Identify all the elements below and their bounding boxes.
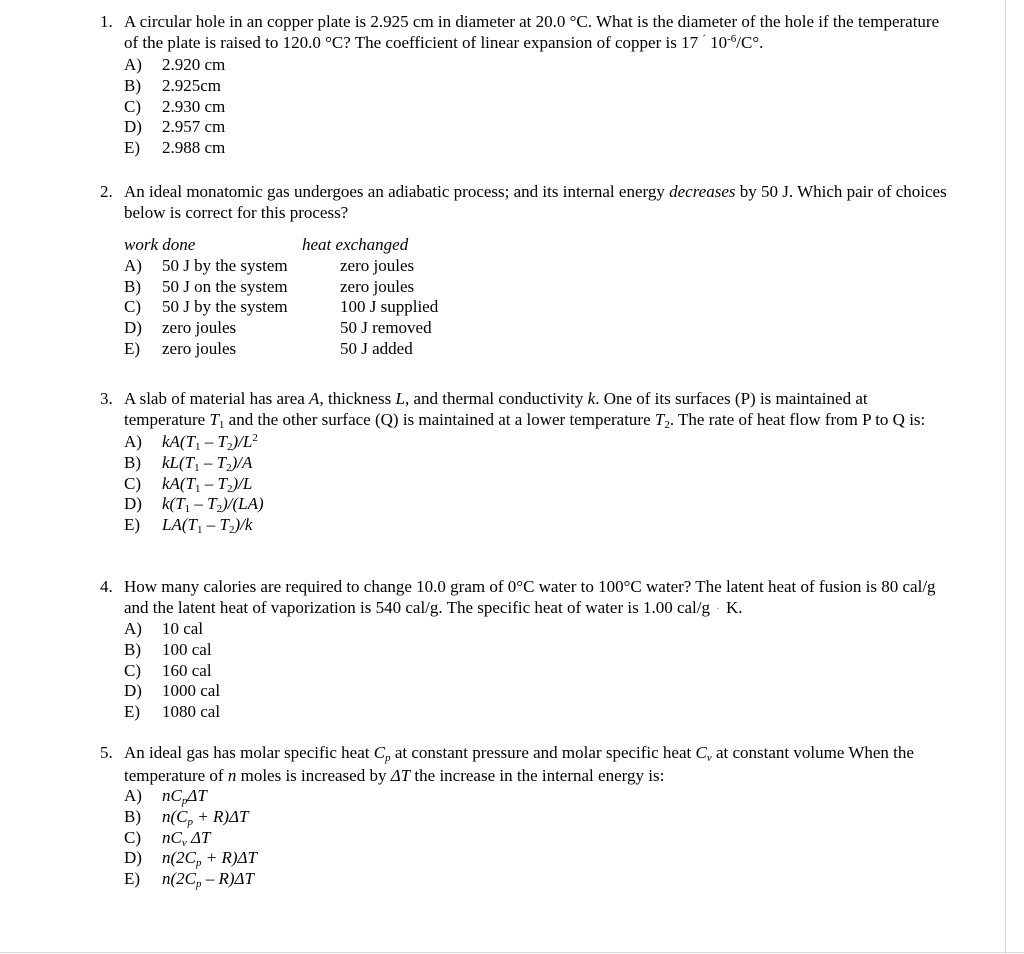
question-text: An ideal gas has molar specific heat Cp at constant pressure and molar specific heat Cv at constant volume When the temperature of n moles is increased by ΔT the increase in the internal energy is: [124, 743, 914, 785]
answer-option: C) kA(T1 – T2)/L [124, 473, 253, 495]
answer-option: E) zero joules 50 J added [124, 338, 413, 358]
answer-option: C) nCv ΔT [124, 827, 211, 849]
answer-option: D) 2.957 cm [124, 117, 226, 137]
answer-option: B) n(Cp + R)ΔT [124, 807, 249, 829]
answer-option: E) LA(T1 – T2)/k [124, 515, 253, 537]
answer-option: A) 2.920 cm [124, 55, 226, 75]
answer-option: E) 1080 cal [124, 702, 221, 722]
question-text: An ideal monatomic gas undergoes an adiabatic process; and its internal energy decreases by 50 J. Which pair of choices below is correct for this process? [124, 182, 947, 222]
question-text: A slab of material has area A, thickness L, and thermal conductivity k. One of its surfaces (P) is maintained at temperature T1 and the other surface (Q) is maintained at a lower temperature T2. The rate of heat flow from P to Q is: [124, 389, 926, 431]
answer-option: A) 50 J by the system zero joules [124, 256, 415, 276]
question-number: 4. [100, 577, 113, 596]
column-header-work-done: work done [124, 235, 196, 255]
answer-option: E) 2.988 cm [124, 138, 226, 158]
answer-options [124, 619, 950, 722]
answer-option: C) 50 J by the system 100 J supplied [124, 297, 439, 317]
answer-option: A) $kA(T1 - T2)/L^2$ [124, 432, 258, 454]
answer-option: D) n(2Cp + R)ΔT [124, 848, 257, 870]
answer-option: B) 100 cal [124, 640, 212, 660]
answer-option: B) 2.925cm [124, 76, 222, 96]
question-number: 3. [100, 389, 113, 408]
answer-options [124, 786, 950, 889]
answer-option: D) k(T1 – T2)/(LA) [124, 494, 264, 516]
answer-option: E) n(2Cp – R)ΔT [124, 869, 254, 891]
question-number: 1. [100, 12, 113, 31]
answer-option: D) zero joules 50 J removed [124, 318, 432, 338]
answer-option: B) kL(T1 – T2)/A [124, 453, 253, 475]
question-4 [100, 577, 950, 723]
answer-option: C) 160 cal [124, 660, 212, 680]
page-edge-bottom [0, 952, 1024, 953]
question-5 [100, 743, 950, 890]
answer-options [124, 432, 950, 535]
answer-option: C) 2.930 cm [124, 96, 226, 116]
answer-option: A) nCpΔT [124, 786, 207, 808]
answer-option: D) 1000 cal [124, 681, 221, 701]
question-1 [100, 12, 950, 159]
question-text: How many calories are required to change 10.0 gram of 0°C water to 100°C water? The latent heat of fusion is 80 cal/g and the latent heat of vaporization is 540 cal/g. The specific heat of water is 1.00 cal/g · K. [124, 577, 936, 617]
question-number: 2. [100, 182, 113, 201]
question-3 [100, 389, 950, 536]
answer-option: A) 10 cal [124, 619, 204, 639]
question-number: 5. [100, 743, 113, 762]
question-2 [100, 182, 950, 360]
answer-option: B) 50 J on the system zero joules [124, 276, 415, 296]
question-text: A circular hole in an copper plate is 2.925 cm in diameter at 20.0 °C. What is the diameter of the hole if the temperature of the plate is raised to 120.0 °C? The coefficient of linear expansion of copper is 17 ´ $10^{-6}/C^\circ$. [124, 12, 940, 52]
page-edge-right [1005, 0, 1006, 954]
answer-options [124, 55, 950, 158]
answer-table [124, 235, 950, 359]
answer-table-header [124, 235, 950, 256]
column-header-heat-exchanged: heat exchanged [302, 235, 409, 255]
